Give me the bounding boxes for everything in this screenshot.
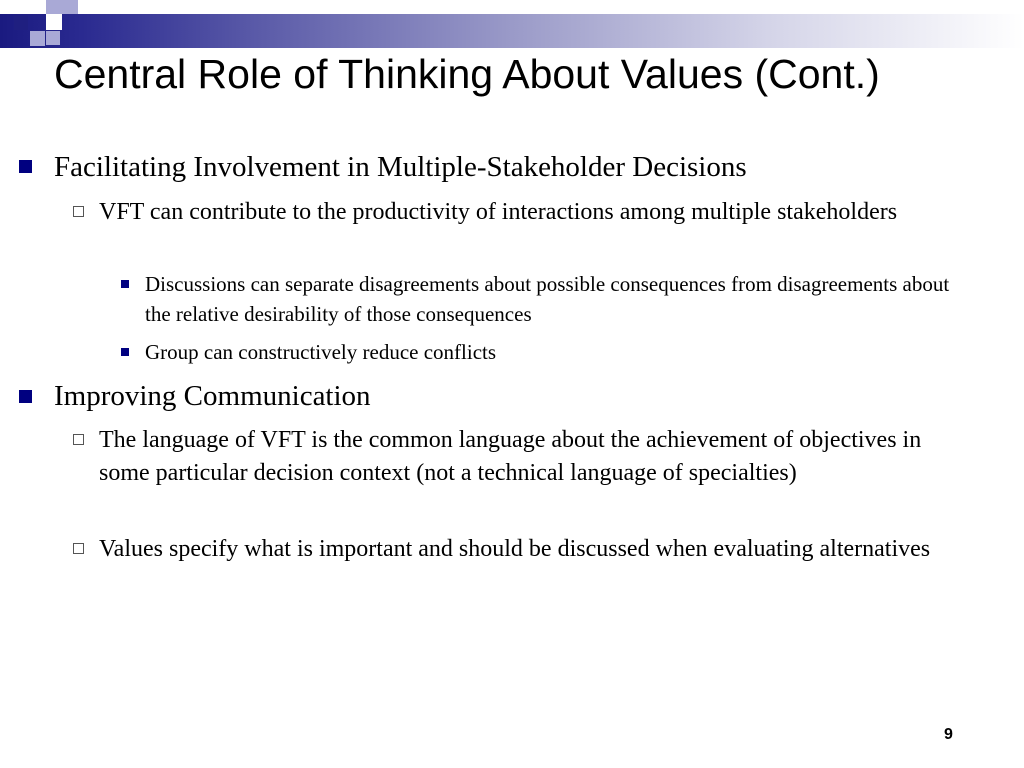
hollow-square-bullet-icon [73,543,84,554]
small-square-bullet-icon [121,280,129,288]
square-bullet-icon [19,390,32,403]
hollow-square-bullet-icon [73,206,84,217]
bullet-facilitating: Facilitating Involvement in Multiple-Stakeholder Decisions [54,151,747,183]
page-number: 9 [944,726,953,743]
bullet-group: Group can constructively reduce conflicts [145,340,497,364]
header-gradient-bar [0,14,1024,48]
slide-title: Central Role of Thinking About Values (Cont.) [54,51,880,97]
bullet-communication: Improving Communication [54,380,371,412]
bullet-language: The language of VFT is the common language about the achievement of objectives in some particular decision context (not a technical language of specialties) [99,427,922,486]
square-bullet-icon [19,160,32,173]
bullet-values: Values specify what is important and should be discussed when evaluating alternatives [99,536,931,562]
hollow-square-bullet-icon [73,434,84,445]
small-square-bullet-icon [121,348,129,356]
bullet-discussions: Discussions can separate disagreements about possible consequences from disagreements about the relative desirability of those consequences [145,272,950,326]
bullet-vft-contribute: VFT can contribute to the productivity of interactions among multiple stakeholders [99,199,898,225]
